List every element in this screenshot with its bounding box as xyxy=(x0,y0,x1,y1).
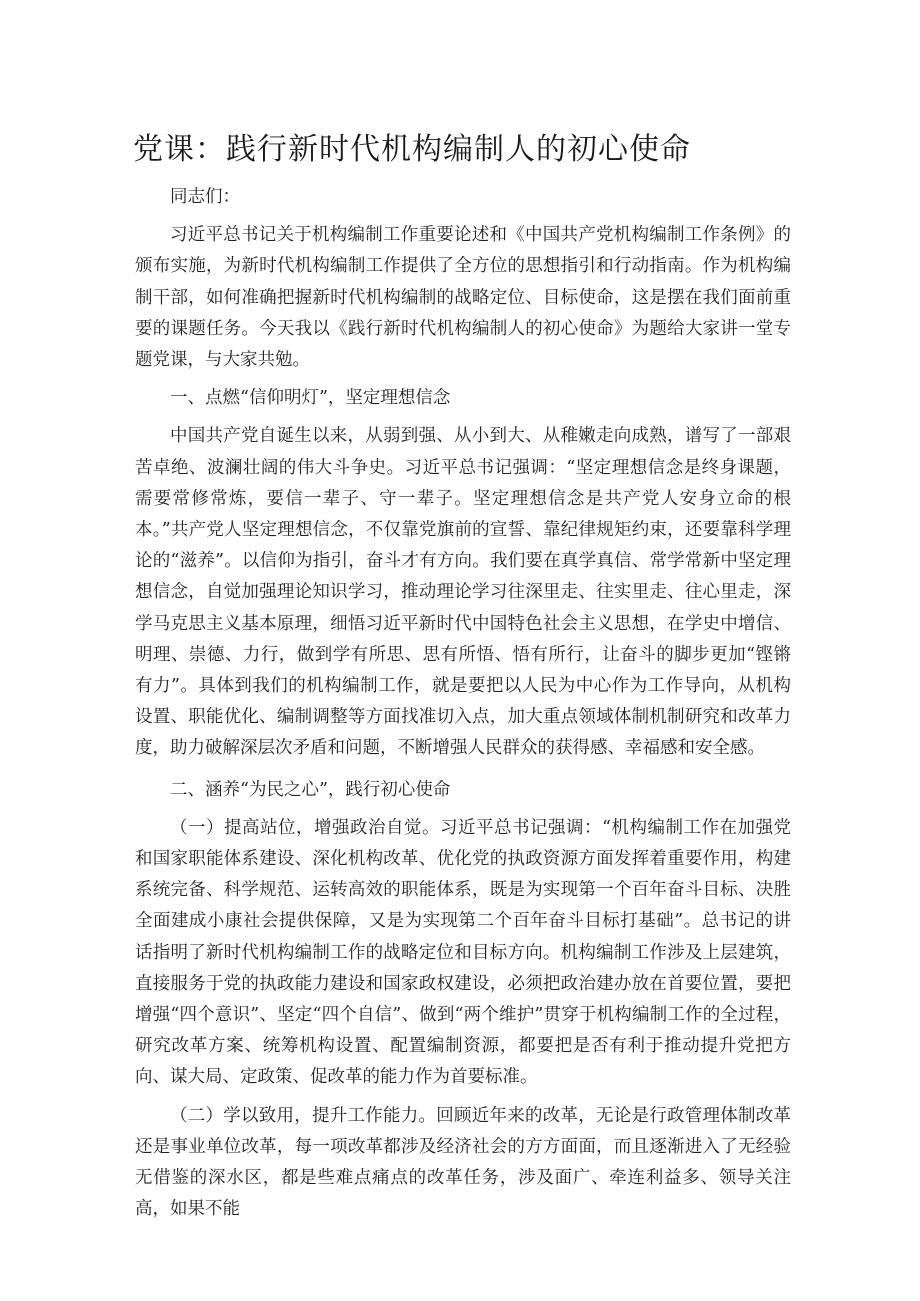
salutation: 同志们： xyxy=(170,187,240,207)
paragraph-intro: 习近平总书记关于机构编制工作重要论述和《中国共产党机构编制工作条例》的颁布实施，为新时代机构编制工作提供了全方位的思想指引和行动指南。作为机构编制干部，如何准确把握新时代机构编制的战略定位、目标使命，这是摆在我们面前重要的课题任务。今天我以《践行新时代机构编制人的初心使命》为题给大家讲一堂专题党课，与大家共勉。 xyxy=(135,225,791,371)
paragraph-section-1: 中国共产党自诞生以来，从弱到强、从小到大、从稚嫩走向成熟，谱写了一部艰苦卓绝、波澜壮阔的伟大斗争史。习近平总书记强调：“坚定理想信念是终身课题，需要常修常炼，要信一辈子、守一辈子。坚定理想信念是共产党人安身立命的根本。”共产党人坚定理想信念，不仅靠党旗前的宣誓、靠纪律规矩约束，还要靠科学理论的“滋养”。以信仰为指引，奋斗才有方向。我们要在真学真信、常学常新中坚定理想信念，自觉加强理论知识学习，推动理论学习往深里走、往实里走、往心里走，深学马克思主义基本原理，细悟习近平新时代中国特色社会主义思想，在学史中增信、明理、崇德、力行，做到学有所思、思有所悟、悟有所行，让奋斗的脚步更加“铿锵有力”。具体到我们的机构编制工作，就是要把以人民为中心作为工作导向，从机构设置、职能优化、编制调整等方面找准切入点，加大重点领域体制机制研究和改革力度，助力破解深层次矛盾和问题，不断增强人民群众的获得感、幸福感和安全感。 xyxy=(135,426,791,759)
paragraph-subsection-1: （一）提高站位，增强政治自觉。习近平总书记强调：“机构编制工作在加强党和国家职能体系建设、深化机构改革、优化党的执政资源方面发挥着重要作用，构建系统完备、科学规范、运转高效的职能体系，既是为实现第一个百年奋斗目标、决胜全面建成小康社会提供保障，又是为实现第二个百年奋斗目标打基础”。总书记的讲话指明了新时代机构编制工作的战略定位和目标方向。机构编制工作涉及上层建筑，直接服务于党的执政能力建设和国家政权建设，必须把政治建办放在首要位置，要把增强“四个意识”、坚定“四个自信”、做到“两个维护”贯穿于机构编制工作的全过程，研究改革方案、统筹机构设置、配置编制资源，都要把是否有利于推动提升党把方向、谋大局、定政策、促改革的能力作为首要标准。 xyxy=(135,817,791,1088)
paragraph-subsection-2: （二）学以致用，提升工作能力。回顾近年来的改革，无论是行政管理体制改革还是事业单位改革，每一项改革都涉及经济社会的方方面面，而且逐渐进入了无经验无借鉴的深水区，都是些难点痛点的改革任务，涉及面广、牵连利益多、领导关注高，如果不能 xyxy=(135,1105,791,1220)
section-heading-2: 二、涵养“为民之心”，践行初心使命 xyxy=(170,779,451,800)
document-title: 党课：践行新时代机构编制人的初心使命 xyxy=(133,132,691,167)
section-heading-1: 一、点燃“信仰明灯”，坚定理想信念 xyxy=(170,388,451,409)
document-body xyxy=(135,182,791,1226)
